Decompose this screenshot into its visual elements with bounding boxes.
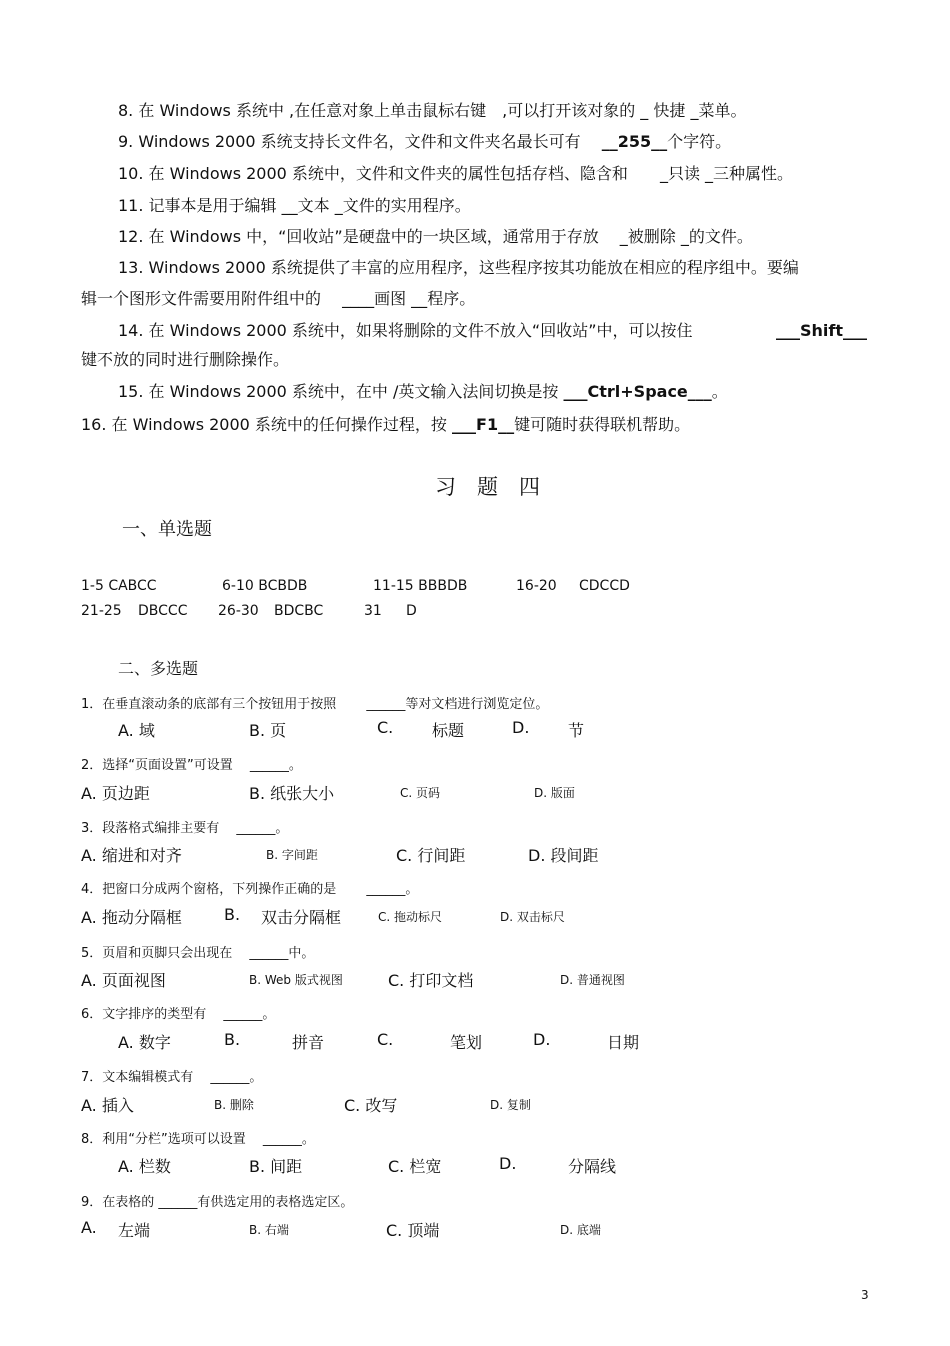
q10-text: 10. 在 Windows 2000 系统中，文件和文件夹的属性包括存档、隐含和	[118, 164, 660, 183]
q15-answer: ___Ctrl+Space___	[563, 382, 712, 401]
mc-question-6: 6．文字排序的类型有 ______。	[81, 1007, 276, 1022]
q11-answer: __文本 _	[281, 196, 343, 215]
q14-answer: ___Shift___	[776, 321, 868, 340]
mc4-option-d: D. 双击标尺	[500, 910, 565, 924]
mc1-option-c-letter: C.	[377, 718, 394, 737]
mc6-option-c-letter: C.	[377, 1030, 394, 1049]
mc7-option-d: D. 复制	[490, 1098, 531, 1112]
mc6-option-b: 拼音	[292, 1033, 325, 1052]
q13-text-2: 辑一个图形文件需要用附件组中的	[81, 289, 343, 308]
multi-choice-heading: 二、多选题	[118, 659, 199, 678]
mc4-option-c: C. 拖动标尺	[378, 910, 443, 924]
fill-q9	[118, 132, 731, 152]
fill-q12	[118, 227, 753, 247]
mc2-option-a: A. 页边距	[81, 784, 150, 803]
mc7-option-b: B. 删除	[214, 1098, 254, 1112]
q8-text: 8. 在 Windows 系统中 ,在任意对象上单击鼠标右键 ,可以打开该对象的	[118, 101, 641, 120]
q12-answer: _被删除 _	[619, 227, 689, 246]
mc1-option-b: B. 页	[249, 721, 287, 740]
q9-tail: 个字符。	[667, 132, 732, 151]
mc1-option-a: A. 域	[118, 721, 155, 740]
page-number: 3	[861, 1288, 869, 1302]
answer-11-15: 11-15 BBBDB	[373, 578, 468, 594]
fill-q15	[118, 382, 728, 402]
fill-q13-line2	[81, 289, 475, 309]
answer-26-30: BDCBC	[274, 603, 324, 619]
mc6-option-d-letter: D.	[533, 1030, 551, 1049]
mc8-option-d: 分隔线	[568, 1157, 617, 1176]
mc6-option-a: A. 数字	[118, 1033, 171, 1052]
mc4-option-b: 双击分隔框	[261, 908, 342, 927]
q8-answer: 快捷	[648, 101, 691, 120]
q13-text: 13. Windows 2000 系统提供了丰富的应用程序，这些程序按其功能放在相应的程序组中。要编	[118, 258, 799, 277]
mc4-option-b-letter: B.	[224, 905, 241, 924]
section-title: 习 题 四	[435, 475, 540, 499]
mc-question-8: 8．利用“分栏”选项可以设置 ______。	[81, 1132, 315, 1147]
q16-text: 16. 在 Windows 2000 系统中的任何操作过程，按	[81, 415, 453, 434]
mc2-option-d: D. 版面	[534, 786, 575, 800]
q15-text: 15. 在 Windows 2000 系统中，在中 /英文输入法间切换是按	[118, 382, 564, 401]
q8-tail: _菜单。	[690, 101, 747, 120]
fill-q14-line2: 键不放的同时进行删除操作。	[81, 350, 290, 369]
mc3-option-b: B. 字间距	[266, 848, 318, 862]
mc5-option-a: A. 页面视图	[81, 971, 166, 990]
mc8-option-b: B. 间距	[249, 1157, 303, 1176]
q11-text: 11. 记事本是用于编辑	[118, 196, 282, 215]
answer-26-30-label: 26-30	[218, 603, 259, 619]
fill-q13-line1	[118, 258, 799, 278]
q16-tail: 键可随时获得联机帮助。	[514, 415, 691, 434]
mc2-option-c: C. 页码	[400, 786, 441, 800]
q15-tail: 。	[711, 382, 728, 401]
mc1-option-d-letter: D.	[512, 718, 530, 737]
mc-question-5: 5．页眉和页脚只会出现在 ______中。	[81, 946, 315, 961]
mc9-option-d: D. 底端	[560, 1223, 601, 1237]
answer-21-25: DBCCC	[138, 603, 188, 619]
mc6-option-c: 笔划	[450, 1033, 483, 1052]
mc3-option-a: A. 缩进和对齐	[81, 846, 182, 865]
mc-question-3: 3．段落格式编排主要有 ______。	[81, 821, 289, 836]
answer-6-10: 6-10 BCBDB	[222, 578, 308, 594]
q16-answer: ___F1__	[452, 415, 515, 434]
mc3-option-d: D. 段间距	[528, 846, 599, 865]
fill-q11	[118, 196, 471, 216]
mc7-option-a: A. 插入	[81, 1096, 134, 1115]
q13-answer: ____画图 __	[342, 289, 428, 308]
answer-1-5: 1-5 CABCC	[81, 578, 157, 594]
q10-answer: _只读 _	[659, 164, 714, 183]
mc5-option-b: B. Web 版式视图	[249, 973, 343, 987]
mc6-option-b-letter: B.	[224, 1030, 241, 1049]
q14-text: 14. 在 Windows 2000 系统中，如果将删除的文件不放入“回收站”中，可以按住	[118, 321, 693, 340]
mc4-option-a: A. 拖动分隔框	[81, 908, 182, 927]
fill-q10	[118, 164, 793, 184]
fill-q14-line1	[118, 321, 693, 341]
mc3-option-c: C. 行间距	[396, 846, 466, 865]
mc8-option-c: C. 栏宽	[388, 1157, 442, 1176]
mc2-option-b: B. 纸张大小	[249, 784, 335, 803]
mc9-option-a-letter: A.	[81, 1218, 97, 1237]
mc8-option-a: A. 栏数	[118, 1157, 171, 1176]
answer-31-label: 31	[364, 603, 382, 619]
mc9-option-b: B. 右端	[249, 1223, 289, 1237]
mc7-option-c: C. 改写	[344, 1096, 398, 1115]
fill-q16	[81, 415, 690, 435]
mc1-option-c: 标题	[432, 721, 465, 740]
answer-21-25-label: 21-25	[81, 603, 122, 619]
mc1-option-d: 节	[568, 721, 585, 740]
mc9-option-a: 左端	[118, 1221, 151, 1240]
answer-16-20-label: 16-20	[516, 578, 557, 594]
q11-tail: 文件的实用程序。	[342, 196, 471, 215]
single-choice-heading: 一、单选题	[122, 519, 212, 540]
mc5-option-c: C. 打印文档	[388, 971, 474, 990]
q12-text: 12. 在 Windows 中，“回收站”是硬盘中的一块区域，通常用于存放	[118, 227, 620, 246]
fill-q8	[118, 101, 747, 121]
mc8-option-d-letter: D.	[499, 1154, 517, 1173]
answer-31: D	[406, 603, 417, 619]
mc-question-4: 4．把窗口分成两个窗格，下列操作正确的是 ______。	[81, 882, 419, 897]
q10-tail: 三种属性。	[713, 164, 794, 183]
mc-question-9: 9．在表格的 ______有供选定用的表格选定区。	[81, 1195, 354, 1210]
q8-blank: _	[640, 101, 649, 120]
q13-tail: 程序。	[427, 289, 476, 308]
q9-answer: __255__	[601, 132, 668, 151]
q12-tail: 的文件。	[688, 227, 753, 246]
answer-16-20: CDCCD	[579, 578, 630, 594]
mc5-option-d: D. 普通视图	[560, 973, 625, 987]
mc-question-2: 2．选择“页面设置”可设置 ______。	[81, 758, 302, 773]
mc9-option-c: C. 顶端	[386, 1221, 440, 1240]
q9-text: 9. Windows 2000 系统支持长文件名，文件和文件夹名最长可有	[118, 132, 602, 151]
mc6-option-d: 日期	[607, 1033, 640, 1052]
mc-question-1: 1．在垂直滚动条的底部有三个按钮用于按照 ______等对文档进行浏览定位。	[81, 697, 549, 712]
mc-question-7: 7．文本编辑模式有 ______。	[81, 1070, 263, 1085]
